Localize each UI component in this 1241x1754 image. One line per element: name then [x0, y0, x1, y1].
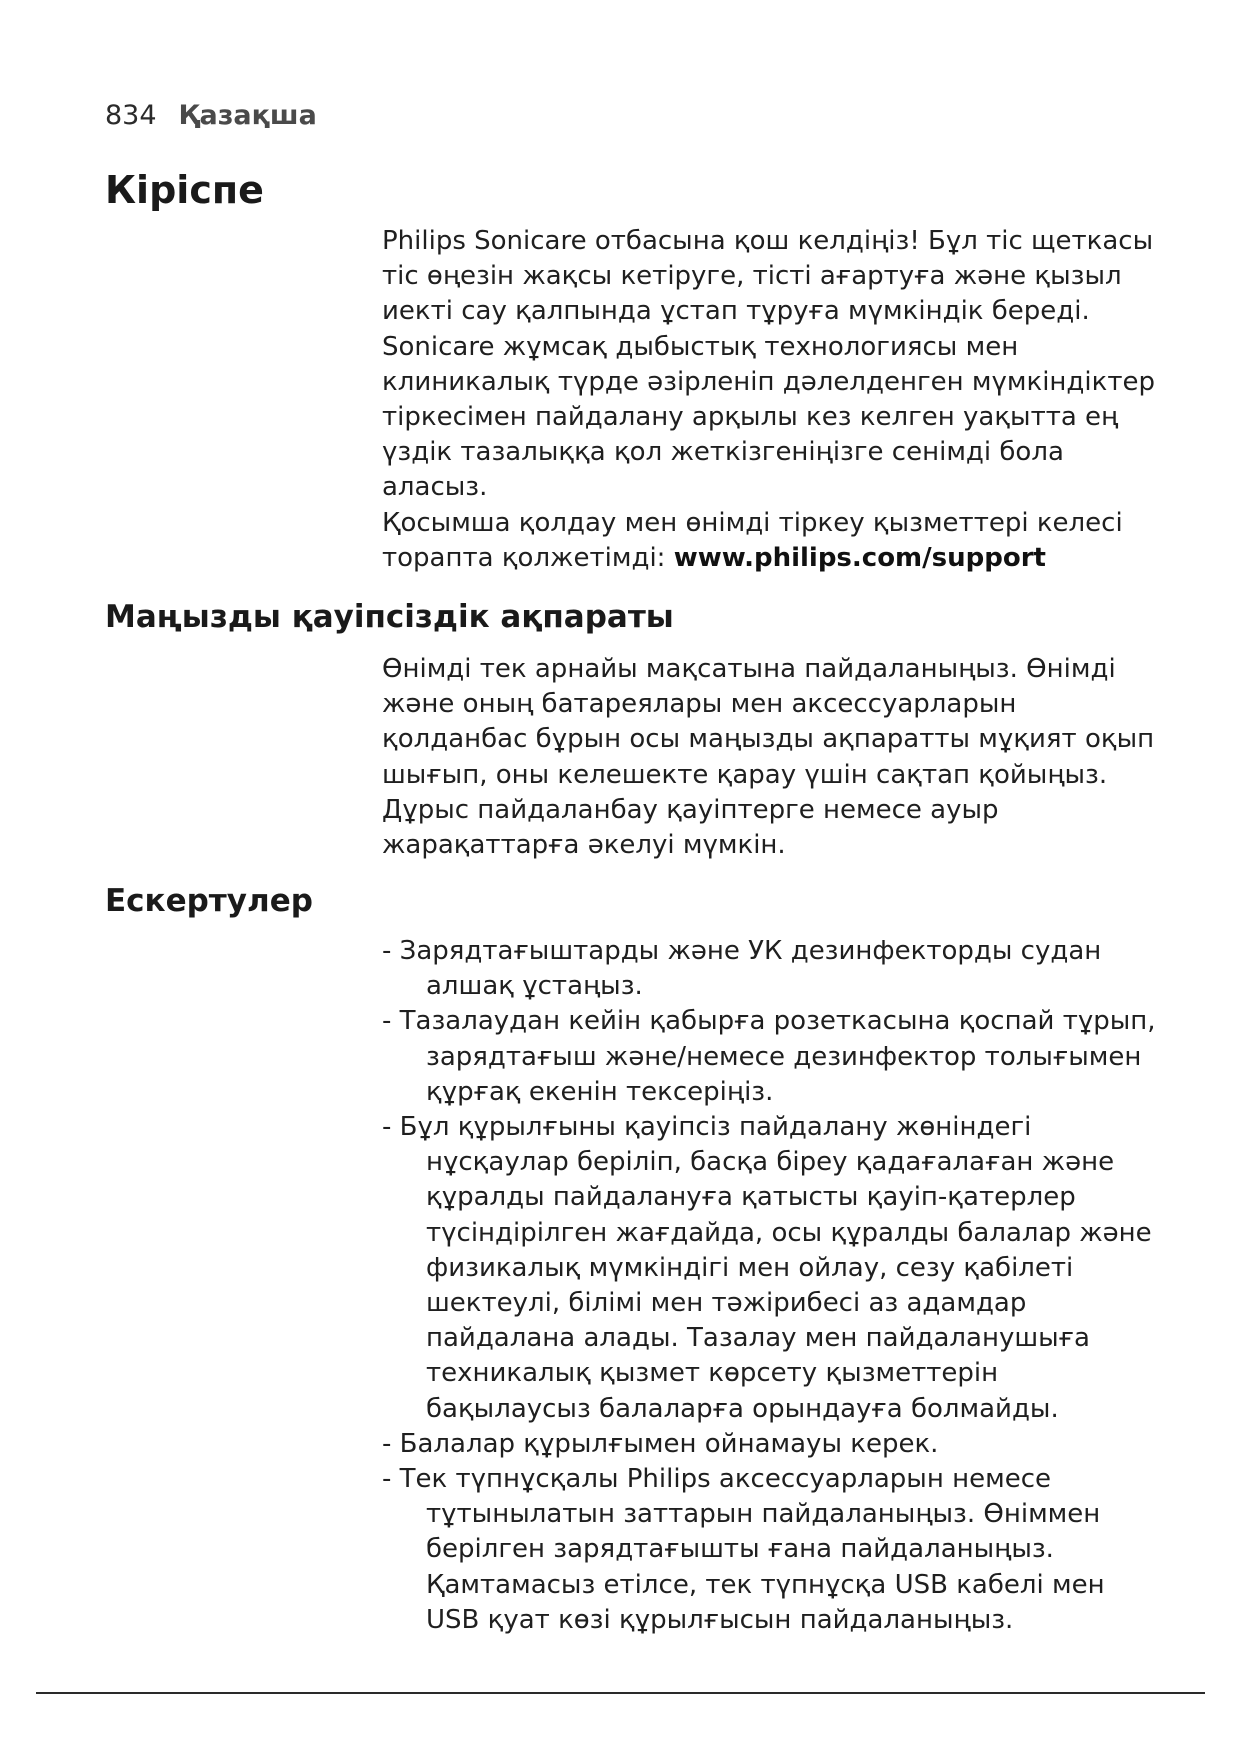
- page-header: [105, 98, 317, 134]
- safety-heading: Маңызды қауіпсіздік ақпараты: [105, 599, 674, 635]
- warning-item: - Зарядтағыштарды және УК дезинфекторды судан алшақ ұстаңыз.: [382, 936, 1102, 1002]
- intro-heading: Кіріспе: [105, 168, 264, 212]
- page-number: 834: [105, 100, 157, 131]
- warning-item: - Балалар құрылғымен ойнамауы керек.: [382, 1428, 939, 1459]
- support-text: Қосымша қолдау мен өнімді тіркеу қызметтері келесі торапта қолжетімді:: [382, 507, 1123, 573]
- support-link[interactable]: www.philips.com/support: [673, 542, 1046, 573]
- language-label: Қазақша: [178, 100, 317, 131]
- warning-item: - Тазалаудан кейін қабырға розеткасына қоспай тұрып, зарядтағыш және/немесе дезинфектор толығымен құрғақ екенін тексеріңіз.: [382, 1006, 1156, 1107]
- warnings-heading: Ескертулер: [105, 883, 313, 919]
- warnings-list: [382, 934, 1162, 1638]
- safety-paragraph: Өнімді тек арнайы мақсатына пайдаланыңыз. Өнімді және оның батареялары мен аксессуарларын қолданбас бұрын осы маңызды ақпаратты мұқият оқып шығып, оны келешекте қарау үшін сақтап қойыңыз. Дұрыс пайдаланбау қауіптерге немесе ауыр жарақаттарға әкелуі мүмкін.: [382, 654, 1155, 861]
- intro-paragraph: Philips Sonicare отбасына қош келдіңіз! Бұл тіс щеткасы тіс өңезін жақсы кетіруге, тісті ағартуға және қызыл иекті сау қалпында ұстап тұруға мүмкіндік береді. Sonicare жұмсақ дыбыстық технологиясы мен клиникалық түрде әзірленіп дәлелденген мүмкіндіктер тіркесімен пайдалану арқылы кез келген уақытта ең үздік тазалыққа қол жеткізгеніңізге сенімді бола аласыз.: [382, 226, 1155, 503]
- safety-body: [382, 652, 1162, 863]
- warnings-body: [382, 934, 1162, 1638]
- warning-item: - Тек түпнұсқалы Philips аксессуарларын немесе тұтынылатын заттарын пайдаланыңыз. Өніммен берілген зарядтағышты ғана пайдаланыңыз. Қамтамасыз етілсе, тек түпнұсқа USB кабелі мен USB қуат көзі құрылғысын пайдаланыңыз.: [382, 1464, 1105, 1635]
- intro-body: [382, 224, 1162, 576]
- footer-rule: [36, 1692, 1205, 1694]
- support-paragraph: [382, 506, 1162, 576]
- warning-item: - Бұл құрылғыны қауіпсіз пайдалану жөніндегі нұсқаулар беріліп, басқа біреу қадағалаған және құралды пайдалануға қатысты қауіп-қатерлер түсіндірілген жағдайда, осы құралды балалар және физикалық мүмкіндігі мен ойлау, сезу қабілеті шектеулі, білімі мен тәжірибесі аз адамдар пайдалана алады. Тазалау мен пайдаланушыға техникалық қызмет көрсету қызметтерін бақылаусыз балаларға орындауға болмайды.: [382, 1112, 1152, 1424]
